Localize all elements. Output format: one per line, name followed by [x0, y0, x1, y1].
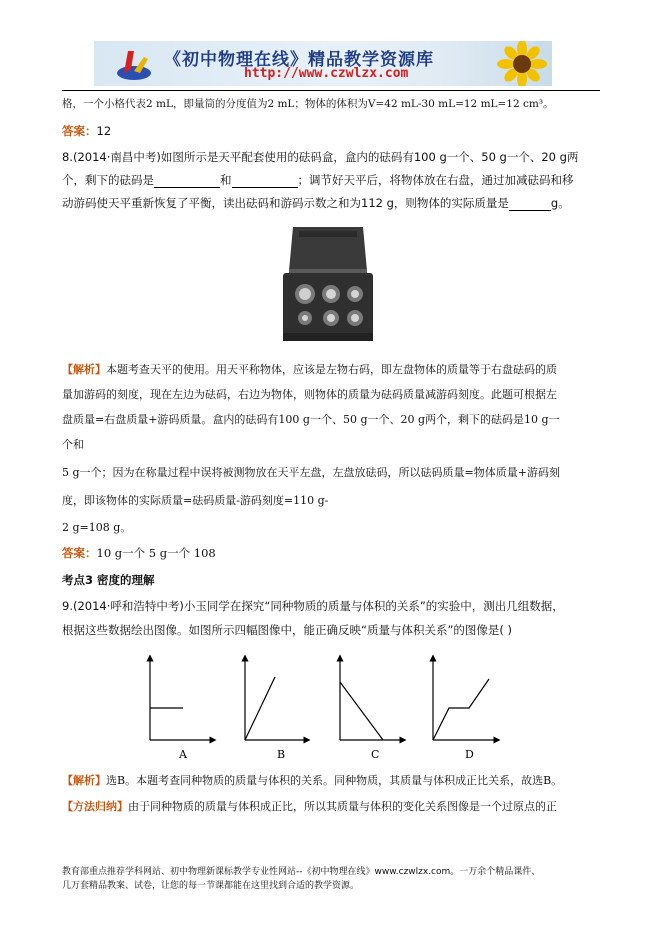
sunflower-icon [492, 41, 552, 86]
answer-value: 10 g一个 5 g一个 108 [96, 546, 216, 560]
footer-line-2: 几万套精品教案、试卷，让您的每一节课都能在这里找到合适的教学资源。 [62, 881, 360, 891]
site-logo [114, 45, 154, 83]
explanation-line: 本题考查天平的使用。用天平称物体，应该是左物右码，即左盘物体的质量等于右盘砝码的质 [106, 363, 557, 376]
answer-label: 答案： [62, 124, 97, 138]
header-title: 《初中物理在线》精品教学资源库 [164, 50, 434, 70]
question-8-line-3: 动游码使天平重新恢复了平衡，读出砝码和游码示数之和为112 g，则物体的实际质量是 g。 [62, 196, 570, 210]
explanation-line: 度，即该物体的实际质量=砝码质量-游码刻度=110 g- [62, 494, 329, 507]
question-8-line-1: 8.(2014·南昌中考)如图所示是天平配套使用的砝码盒，盒内的砝码有100 g一个、50 g一个、20 g两 [62, 150, 579, 164]
header-url[interactable]: http://www.czwlzx.com [244, 66, 409, 81]
answer-blank-1[interactable] [154, 173, 220, 188]
graph-b [245, 658, 307, 740]
header-banner [94, 41, 552, 86]
graph-a [150, 658, 213, 740]
question-9-line-1: 9.(2014·呼和浩特中考)小玉同学在探究“同种物质的质量与体积的关系”的实验中，测出几组数据， [62, 599, 564, 613]
explanation-line: 5 g一个；因为在称量过程中误将被测物放在天平左盘，左盘放砝码，所以砝码质量=物体质量+游码刻 [62, 466, 560, 479]
graph-label-b: B [277, 748, 286, 761]
answer-label: 答案： [62, 546, 97, 560]
answer-blank-3[interactable] [509, 196, 551, 211]
explanation-line: 个和 [62, 438, 84, 451]
header-rule [62, 90, 600, 91]
question-9-line-2: 根据这些数据绘出图像。如图所示四幅图像中，能正确反映“质量与体积关系”的图像是( ) [62, 623, 513, 637]
question-8-line-2: 个，剩下的砝码是 和 ；调节好天平后，将物体放在右盘，通过加减砝码和移 [62, 173, 574, 187]
graphs-figure [135, 652, 515, 764]
graph-label-a: A [179, 748, 187, 761]
text-line: 格，一个小格代表2 mL，即量筒的分度值为2 mL；物体的体积为V=42 mL-30 mL=12 mL=12 cm³。 [62, 98, 554, 110]
explanation-line: 量加游码的刻度，现在左边为砝码，右边为物体，则物体的质量为砝码质量减游码刻度。此题可根据左 [62, 388, 557, 401]
method-tag: 【方法归纳】 [62, 800, 128, 813]
answer-value: 12 [96, 124, 112, 138]
graph-label-d: D [465, 748, 474, 761]
graph-d [433, 658, 497, 740]
answer-blank-2[interactable] [232, 173, 298, 188]
explanation-tag: 【解析】 [62, 363, 106, 376]
graph-c [340, 658, 403, 740]
explanation-line: 盘质量=右盘质量+游码质量。盒内的砝码有100 g一个、50 g一个、20 g两个，剩下的砝码是10 g一 [62, 413, 560, 426]
explanation-line: 2 g=108 g。 [62, 521, 132, 534]
weight-box-image [279, 223, 377, 345]
method-line: 由于同种物质的质量与体积成正比，所以其质量与体积的变化关系图像是一个过原点的正 [128, 800, 557, 813]
explanation-line: 选B。本题考查同种物质的质量与体积的关系。同种物质，其质量与体积成正比关系，故选B。 [106, 774, 563, 787]
explanation-tag: 【解析】 [62, 774, 106, 787]
section-heading: 考点3 密度的理解 [62, 573, 155, 587]
footer-line-1: 教育部重点推荐学科网站、初中物理新课标教学专业性网站--《初中物理在线》www.czwlzx.com。一万余个精品课件、 [62, 867, 541, 877]
graph-label-c: C [371, 748, 380, 761]
